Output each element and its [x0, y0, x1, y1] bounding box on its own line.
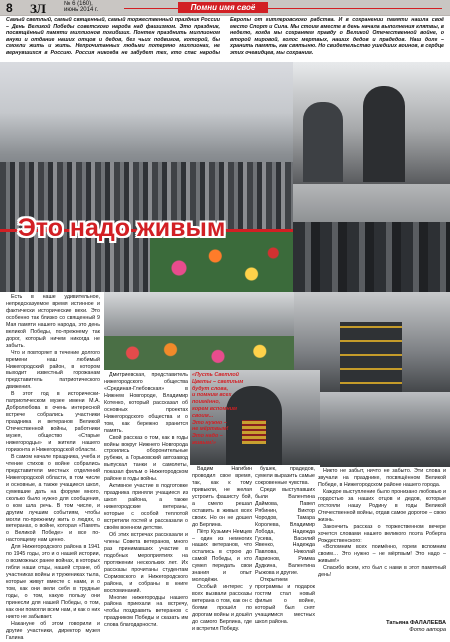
paragraph: Особый интерес у всех вызвали рассказы ветерана о том, как он с боями прошёл по дорогам войны и дошёл до самого Берлина, где и встретил Победу. [192, 584, 252, 632]
page-header [0, 0, 450, 16]
paragraph: Спасибо всем, кто был с нами в этот памятный день! [318, 565, 446, 579]
article-column-5 [318, 468, 446, 614]
photo-bottom-right [320, 392, 450, 467]
photo-credit: Фото автора [409, 627, 446, 633]
article-column-3 [192, 466, 252, 632]
paragraph: Что и повторяет в течение долгого времени наш любимый Нижегородский район, в котором выходит известный горожанам представитель патриотического движения. [6, 349, 100, 391]
rubric-label: Помни имя своё [178, 2, 268, 13]
paragraph: Многие нижегородцы нашего района приехали на встречу, чтобы поздравить ветеранов с праздником Победы и сказать им слова благодарности. [104, 594, 188, 629]
author-signature [372, 620, 446, 634]
photo-right-top [293, 62, 450, 184]
paragraph: Закончить рассказ о торжественном вечере хочется словами нашего великого поэта Роберта Рождественского: [318, 523, 446, 544]
article-title: Это надо живым [18, 214, 226, 242]
issue-date: июнь 2014 г. [64, 7, 99, 13]
article-column-1 [6, 294, 100, 641]
header-rule [124, 8, 442, 9]
lead-text: Самый светлый, самый священный, самый торжественный праздник России – День Великой Победы советского народа над фашизмом. Это праздник, посвящённый памяти миллионов погибших. Понтен празднить миллионом внуки и отдание наших отцов и дедов, без чьих подвигов, которой, бы смогли жить и жить. Непрочитанных людьми потеряно миллионах, не вернувшихся в Россию. Россия никогда не забудет тех, кто спас народы Европы от гитлеровского рабства. И в сохранении памяти нашла своё место Спорт и Сила. Мы стоим вместе в день начала выполнения клятвы, в неделю, когда мы сохраняем правду о Великой Отечественной войне, о второй мировой, голос мертвых, наших дедов и прадедов. Наш долг – хранить память, как святыню. Но свидетельство ушедших воинов, в сердце этих очевидцев, мы сохраним. [6, 17, 444, 56]
photo-flowers [104, 336, 294, 370]
article-column-2 [104, 372, 188, 632]
author-name: Татьяна ФАЛАЛЕЕВА [386, 620, 446, 626]
paragraph: В этот год в исторически-патриотическом музее имени М.А. Добролюбова в очень интересной встрече собрались участники праздника и ветеранов Великой Отечественной войны, работники музея, общество «Старые нижегородцы» и жители нашего горизонта и Нижегородской области. [6, 391, 100, 453]
newspaper-logo: ЗЛ [30, 1, 46, 16]
paragraph: Об этих встречах рассказали и члены Совета ветеранов, много раз принимавших участие в подобных мероприятиях на протяжении нескольких лет. Их рассказы прочитаны студентам Сормовского и Нижегородского района, и собраны в книге воспоминаний. [104, 531, 188, 594]
paragraph: «Вспомним всех поимённо, горем вспомним своим… Это нужно – не мёртвым! Это надо – живым!» [318, 544, 446, 565]
paragraph: Накануне об этом говорили и другие участники, директор музея Галина [6, 620, 100, 641]
photo-center [104, 292, 294, 370]
issue-number: № 6 (160), [64, 1, 93, 7]
photo-figure [303, 102, 343, 182]
paragraph: Пётр Кузьмич Немцев – один из немногих наших ветеранов, что остались в строю до самой Победы, и кто сумел передать свои знания и опыт молодёжи. [192, 528, 252, 584]
paragraph: Дмитриевская, представитель нижегородского общества «Срединая-Глебовская» в Нижнем Новгороде, Владимир Котенко, который рассказал об основных проектах Нижегородского общества и о том, как бережно хранится память. [104, 372, 188, 434]
page-number: 8 [6, 1, 13, 15]
photo-right-middle [293, 184, 450, 292]
paragraph: Никто не забыт, ничто не забыто. Эти слова и звучали на празднике, посвящённом Великой Победе, в Нижегородском районе нашего города. [318, 468, 446, 488]
photo-people [293, 222, 450, 292]
poem-quote: «Пусть Светлой Цветы – светлым будут слова, и помним всех поимённо, горем вспомним своим... Это нужно – не мёртвым! Это надо – живым!» [192, 372, 244, 446]
paragraph: Активное участие в подготовке праздника приняли учащиеся из школ района, а также нижегородские ветераны, которые с особой теплотой встретили гостей и рассказали о своём военном детстве. [104, 483, 188, 531]
photo-medals [340, 322, 402, 392]
paragraph: бушек, прадедов, сумели выразить самые сокровенные чувства. [255, 466, 315, 486]
photo-figure [363, 86, 405, 182]
paragraph: Вадим Нагибин проводил свое время, так, как к тому привыкли, не желая устроить фашисту бой, а смело решал оставить в живых всех своих. Но он не дошел до Берлина. [192, 466, 252, 528]
main-photo [0, 62, 293, 292]
paragraph: В самом начале праздника, учеба и чтение стихов о войне собрались представители местных отделений Нижегородской области, в том числе и основные, а также учащиеся школ, сумевшие дать на форуме много, сколько было нужно для сообщения, о ком шла речь. В том числе, и другим лучшим событиям, чтобы могли по-прежнему жить о людях, о ветеранах, о войне, которая «Память о Великой Победе» и все по-настоящему нам ценно. [6, 453, 100, 544]
paragraph: Есть в наше удивительное, непредсказуемое время истинное и фактически исторические вехи. Это особенно так близко со священный 9 Мая памяти нашего народа, это день великой Победы, по-прежнему так дорог, который ничем никогда не забыть. [6, 294, 100, 349]
issue-info [64, 1, 104, 13]
paragraph: Среди выступавших были Валентина Даймова, Павел Рябинин, Виктор Чородов, Тамара Королева, Владимир Лобода, Надежда Гусева, Василий Явенко, Надежда Павлова, Николай Ларионов, Римма Дудкина, Валентина Рыжова и другие. [255, 486, 315, 577]
paragraph: Каждое выступление было пронизано любовью и гордостью за наших отцов и дедов, которые отстояли нашу Родину в годы Великой Отечественной войны, отдав самое дорогое – свою жизнь. [318, 488, 446, 523]
paragraph: Для Нижегородского района в 1941 по 1945 годы, это и о нашей истории, о возможных ранее войнах, в которых гибли наши отцы, нашей стране, об участниках войны и тружениках тыла, которые живут вместе с нами, и о том, как они вели себя в трудные годы, о том, какую пользу они принесли для нашей Победы, о том, как они помогли всем нам, и как о них никто не забывает. [6, 544, 100, 620]
article-column-4 [255, 466, 315, 632]
paragraph: Открытием программы и подарок гостям стал новый фильм о войне, который был снят учащимися местных школ района. [255, 577, 315, 625]
lead-paragraph [6, 17, 444, 67]
paragraph: Свой рассказ о том, как в годы войны вокруг Нижнего Новгорода строились оборонительные рубежи, а Горьковский автозавод выпускал танки и самолеты, показал фильм о Нижегородском районе в годы войны. [104, 434, 188, 483]
